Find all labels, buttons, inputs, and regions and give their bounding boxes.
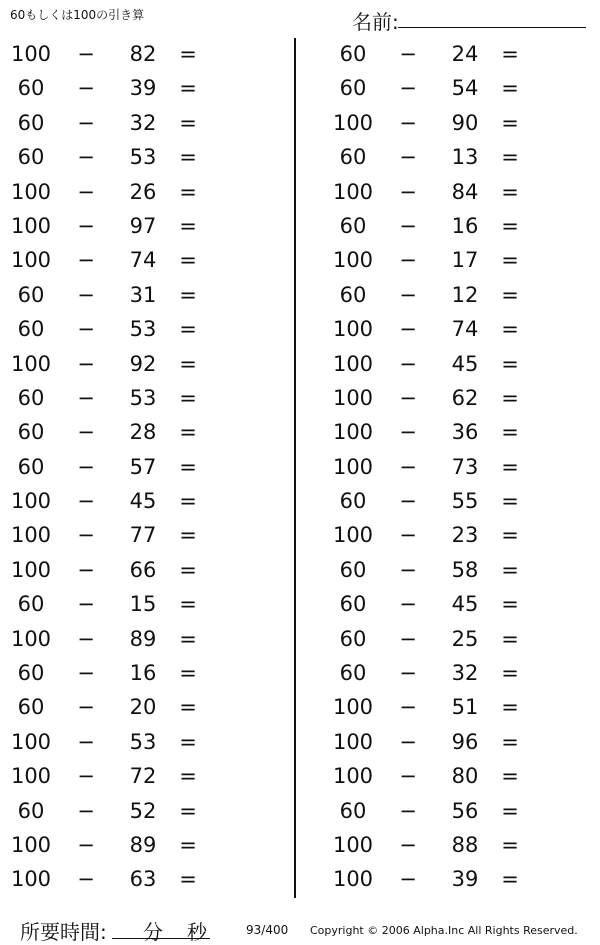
minus-sign: − [399,248,417,273]
equals-sign: = [501,867,519,892]
minuend: 100 [332,385,374,410]
subtrahend: 52 [129,798,157,823]
problem-row [0,175,270,209]
equals-sign: = [501,523,519,548]
problem-row [322,587,592,621]
problem-row [322,862,592,896]
minus-sign: − [399,867,417,892]
equals-sign: = [179,798,197,823]
subtrahend: 16 [451,213,479,238]
problem-row [322,828,592,862]
equals-sign: = [501,145,519,170]
minus-sign: − [77,282,95,307]
subtrahend: 45 [451,351,479,376]
subtrahend: 51 [451,695,479,720]
minuend: 60 [17,420,45,445]
subtrahend: 24 [451,42,479,66]
equals-sign: = [501,248,519,273]
minuend: 60 [17,145,45,170]
equals-sign: = [501,76,519,101]
minuend: 100 [332,179,374,204]
subtrahend: 15 [129,592,157,617]
minus-sign: − [77,798,95,823]
minuend: 100 [10,764,52,789]
problem-row [0,828,270,862]
equals-sign: = [501,110,519,135]
minuend: 60 [17,385,45,410]
equals-sign: = [501,213,519,238]
subtrahend: 82 [129,42,157,66]
equals-sign: = [179,110,197,135]
minuend: 60 [339,557,367,582]
minus-sign: − [399,179,417,204]
minuend: 60 [339,145,367,170]
problem-row [0,278,270,312]
minuend: 100 [332,351,374,376]
minuend: 60 [17,76,45,101]
minuend: 60 [17,110,45,135]
problem-row [322,312,592,346]
name-field-line[interactable] [398,27,586,28]
problem-row [322,656,592,690]
minuend: 100 [332,695,374,720]
problem-row [0,243,270,277]
problem-row [322,759,592,793]
subtrahend: 89 [129,832,157,857]
minus-sign: − [77,592,95,617]
subtrahend: 39 [451,867,479,892]
problem-row [322,553,592,587]
equals-sign: = [179,317,197,342]
subtrahend: 13 [451,145,479,170]
minuend: 100 [10,729,52,754]
problem-row [322,37,592,71]
equals-sign: = [179,248,197,273]
subtrahend: 97 [129,213,157,238]
minuend: 100 [332,317,374,342]
subtrahend: 58 [451,557,479,582]
subtrahend: 96 [451,729,479,754]
problem-row [0,347,270,381]
footer [0,914,600,944]
subtrahend: 80 [451,764,479,789]
problem-row [322,794,592,828]
subtrahend: 57 [129,454,157,479]
copyright-notice: Copyright © 2006 Alpha.Inc All Rights Reserved. [310,924,578,937]
equals-sign: = [179,523,197,548]
subtrahend: 31 [129,282,157,307]
subtrahend: 16 [129,661,157,686]
subtrahend: 66 [129,557,157,582]
minus-sign: − [77,76,95,101]
minuend: 60 [339,661,367,686]
minuend: 100 [10,626,52,651]
problem-row [0,415,270,449]
problem-row [322,415,592,449]
minus-sign: − [399,523,417,548]
minus-sign: − [77,110,95,135]
problem-row [322,140,592,174]
subtrahend: 54 [451,76,479,101]
minuend: 100 [332,764,374,789]
equals-sign: = [179,557,197,582]
minuend: 60 [17,798,45,823]
problem-row [0,140,270,174]
minus-sign: − [77,145,95,170]
minus-sign: − [77,695,95,720]
minuend: 60 [339,42,367,66]
subtrahend: 32 [451,661,479,686]
minus-sign: − [77,832,95,857]
minus-sign: − [77,626,95,651]
seconds-label: 秒 [187,920,207,944]
equals-sign: = [501,489,519,514]
minus-sign: − [399,213,417,238]
subtrahend: 32 [129,110,157,135]
subtrahend: 77 [129,523,157,548]
problem-row [322,450,592,484]
minus-sign: − [399,557,417,582]
minus-sign: − [399,626,417,651]
equals-sign: = [501,798,519,823]
equals-sign: = [501,282,519,307]
problem-row [0,622,270,656]
minus-sign: − [399,489,417,514]
problem-row [322,484,592,518]
equals-sign: = [501,764,519,789]
subtrahend: 53 [129,729,157,754]
equals-sign: = [179,420,197,445]
minuend: 100 [10,523,52,548]
problem-row [0,862,270,896]
minuend: 60 [339,626,367,651]
left-problem-column [0,37,270,897]
page-number: 93/400 [246,923,289,937]
minus-sign: − [399,76,417,101]
subtrahend: 88 [451,832,479,857]
minus-sign: − [399,661,417,686]
minuend: 100 [10,351,52,376]
minuend: 100 [332,867,374,892]
problem-row [322,243,592,277]
equals-sign: = [179,42,197,66]
minus-sign: − [399,42,417,66]
equals-sign: = [501,454,519,479]
problem-row [0,553,270,587]
minuend: 100 [332,420,374,445]
minus-sign: − [399,695,417,720]
subtrahend: 25 [451,626,479,651]
problem-row [322,106,592,140]
equals-sign: = [179,626,197,651]
equals-sign: = [179,179,197,204]
minuend: 100 [332,110,374,135]
subtrahend: 20 [129,695,157,720]
equals-sign: = [179,867,197,892]
subtrahend: 17 [451,248,479,273]
minus-sign: − [77,523,95,548]
minus-sign: − [77,661,95,686]
minuend: 60 [339,798,367,823]
column-divider [294,38,296,898]
minus-sign: − [77,351,95,376]
problem-row [0,794,270,828]
equals-sign: = [179,661,197,686]
equals-sign: = [501,626,519,651]
minuend: 60 [339,489,367,514]
minus-sign: − [77,179,95,204]
minus-sign: − [77,454,95,479]
equals-sign: = [179,213,197,238]
minus-sign: − [77,385,95,410]
equals-sign: = [501,729,519,754]
minuend: 60 [339,282,367,307]
problem-row [0,71,270,105]
subtrahend: 74 [451,317,479,342]
problem-row [322,209,592,243]
minus-sign: − [77,317,95,342]
name-label: 名前: [352,10,399,34]
equals-sign: = [179,832,197,857]
equals-sign: = [179,592,197,617]
subtrahend: 92 [129,351,157,376]
equals-sign: = [501,420,519,445]
equals-sign: = [179,695,197,720]
minuend: 60 [17,454,45,479]
minus-sign: − [77,867,95,892]
minuend: 100 [10,179,52,204]
minus-sign: − [77,420,95,445]
problem-row [322,622,592,656]
equals-sign: = [501,317,519,342]
subtrahend: 36 [451,420,479,445]
minus-sign: − [399,454,417,479]
problem-row [0,587,270,621]
minus-sign: − [399,351,417,376]
minuend: 100 [10,248,52,273]
minuend: 100 [10,42,52,66]
right-problem-column [322,37,592,897]
subtrahend: 72 [129,764,157,789]
subtrahend: 63 [129,867,157,892]
subtrahend: 89 [129,626,157,651]
problem-row [322,381,592,415]
subtrahend: 53 [129,317,157,342]
minus-sign: − [399,145,417,170]
minus-sign: − [399,282,417,307]
equals-sign: = [501,42,519,66]
subtrahend: 53 [129,145,157,170]
minuend: 60 [339,76,367,101]
minus-sign: − [399,798,417,823]
subtrahend: 39 [129,76,157,101]
equals-sign: = [501,179,519,204]
subtrahend: 53 [129,385,157,410]
minus-sign: − [399,764,417,789]
problem-row [0,759,270,793]
subtrahend: 55 [451,489,479,514]
problem-row [322,690,592,724]
minuend: 60 [17,282,45,307]
subtrahend: 45 [129,489,157,514]
problem-row [0,518,270,552]
minuend: 100 [332,729,374,754]
worksheet-title: 60もしくは100の引き算 [10,8,145,22]
equals-sign: = [179,764,197,789]
subtrahend: 74 [129,248,157,273]
problem-row [322,347,592,381]
minutes-label: 分 [143,920,163,944]
equals-sign: = [501,592,519,617]
minus-sign: − [399,592,417,617]
equals-sign: = [501,832,519,857]
minuend: 60 [17,317,45,342]
subtrahend: 45 [451,592,479,617]
minus-sign: − [77,557,95,582]
minus-sign: − [399,385,417,410]
minus-sign: − [399,832,417,857]
equals-sign: = [501,557,519,582]
minus-sign: − [399,110,417,135]
minuend: 100 [10,213,52,238]
subtrahend: 26 [129,179,157,204]
equals-sign: = [179,385,197,410]
subtrahend: 62 [451,385,479,410]
minuend: 100 [332,454,374,479]
time-required-label: 所要時間: [20,920,107,944]
equals-sign: = [179,729,197,754]
subtrahend: 56 [451,798,479,823]
minuend: 100 [10,489,52,514]
minuend: 60 [17,695,45,720]
minus-sign: − [77,729,95,754]
minus-sign: − [77,42,95,66]
equals-sign: = [179,145,197,170]
problem-row [0,450,270,484]
minuend: 60 [339,592,367,617]
problem-row [0,656,270,690]
equals-sign: = [501,695,519,720]
minuend: 60 [17,592,45,617]
minuend: 100 [10,557,52,582]
minus-sign: − [77,248,95,273]
subtrahend: 73 [451,454,479,479]
problem-row [322,278,592,312]
equals-sign: = [179,489,197,514]
problem-row [322,175,592,209]
problem-row [0,106,270,140]
equals-sign: = [501,385,519,410]
minus-sign: − [77,213,95,238]
subtrahend: 23 [451,523,479,548]
equals-sign: = [179,454,197,479]
problem-row [322,71,592,105]
subtrahend: 12 [451,282,479,307]
minuend: 60 [339,213,367,238]
equals-sign: = [179,282,197,307]
minus-sign: − [399,729,417,754]
minuend: 100 [10,832,52,857]
problem-row [322,518,592,552]
subtrahend: 84 [451,179,479,204]
equals-sign: = [501,661,519,686]
problem-row [0,381,270,415]
minus-sign: − [399,420,417,445]
minus-sign: − [399,317,417,342]
problem-row [0,484,270,518]
problem-row [0,209,270,243]
minus-sign: − [77,764,95,789]
minuend: 60 [17,661,45,686]
problem-row [0,690,270,724]
problem-row [0,725,270,759]
minus-sign: − [77,489,95,514]
problem-row [0,312,270,346]
subtrahend: 28 [129,420,157,445]
minuend: 100 [332,523,374,548]
equals-sign: = [179,76,197,101]
minuend: 100 [332,832,374,857]
equals-sign: = [501,351,519,376]
minuend: 100 [10,867,52,892]
problem-row [0,37,270,71]
minuend: 100 [332,248,374,273]
subtrahend: 90 [451,110,479,135]
problem-row [322,725,592,759]
equals-sign: = [179,351,197,376]
